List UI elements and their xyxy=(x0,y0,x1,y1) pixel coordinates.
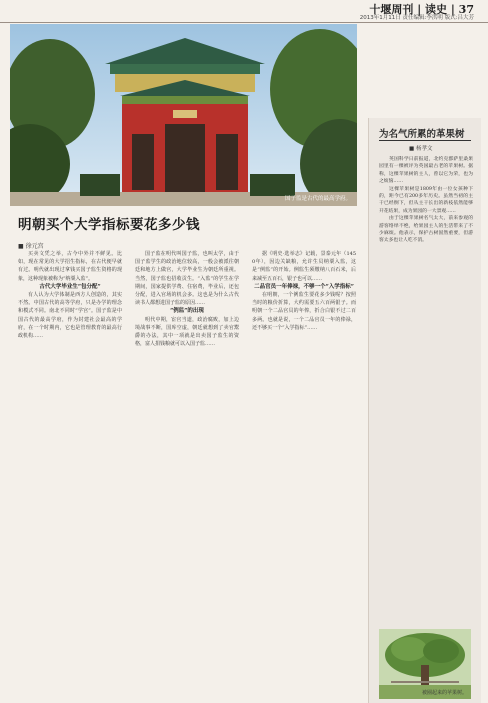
article-paragraph: 明代中期，宦官当道，政治腐败，加上边境战事不断，国库空虚，朝廷就想到了卖官鬻爵的办法，其中一项就是出卖国子监生的资格，富人捐钱粮就可以入国子监…… xyxy=(135,316,239,348)
article-paragraph: 在明朝，一个例监生要花多少钱呢？按照当时的粮价折算，大约需要五六百两银子。而明朝一个二品官员的年俸，折合白银不过二百多两。也就是说，一个二品官员一年的俸禄，还不够买一个“入学指标”…… xyxy=(252,292,356,331)
sidebar-paragraph: 由于这棵苹果树名气太大，前来参观的游客络绎不绝，给果园主人的生活带来了不少麻烦。他表示，保护古树固然重要，但游客太多也让人吃不消。 xyxy=(379,216,473,244)
sidebar-byline: ■ 杨孝文 xyxy=(409,146,433,152)
article-column-1 xyxy=(18,250,122,690)
article-headline: 明朝买个大学指标要花多少钱 xyxy=(18,217,200,233)
page-header xyxy=(0,0,488,23)
sidebar-body xyxy=(379,156,473,608)
masthead: 十堰周刊 | 读史 | 37 xyxy=(369,3,474,16)
article-paragraph: 有人认为大学体制是西方人创造的，其实不然。中国古代的高等学府，只是办学的理念和模式不同。南北不同时“学宫”。国子监是中国古代的最高学府，作为封建社会最高的学府，在一个时期内，它也是管理教育的最高行政机构…… xyxy=(18,292,122,340)
guozijian-gate-illustration xyxy=(10,24,357,206)
article-subhead: 二品官员一年俸禄，不够一个“入学指标” xyxy=(254,283,354,290)
article-paragraph: 买卖文凭之举，古今中外并不鲜见。比如，现在常见的大学招生指标，在古代便早就有过。明代就出现过拿钱买国子监生资格的现象，这种现象被称为“纳粟入监”。 xyxy=(18,251,122,282)
sidebar-photo xyxy=(379,629,471,699)
sidebar-article xyxy=(368,118,481,703)
article-subhead: 古代大学毕业生“包分配” xyxy=(39,283,101,290)
article-subhead: “例监”的出现 xyxy=(170,308,204,315)
sidebar-photo-caption: 被圈起来的苹果树。 xyxy=(421,690,467,696)
sidebar-paragraph: 英国科学日前报道，北约克郡萨里桑果园里有一棵被评为英国最古老的苹果树。据称，这棵苹果树的主人，曾以它为荣，也为之烦恼…… xyxy=(379,157,473,185)
lead-photo xyxy=(10,24,357,206)
sidebar-paragraph: 这棵苹果树是1809年由一位女孩种下的，距今已有200多年历史。虽然当初的主干已经倒下，但从主干长出的新枝依然能够开花结果，成为果园的一大景观…… xyxy=(379,186,473,214)
sidebar-title: 为名气所累的革果树 xyxy=(379,129,465,140)
article-byline: ■ 徐元宫 xyxy=(18,243,44,250)
article-column-2 xyxy=(135,250,239,690)
article-column-3 xyxy=(252,250,356,690)
dateline: 2013年1月11日 责任编辑:李洪明 版式:吕大芳 xyxy=(359,15,474,21)
article-paragraph: 据《明史·选举志》记载，景泰元年（1450年），因边关缺粮，允许生员纳粟入监，这是“例监”的开始。例监生须缴纳八百石米，后来减至五百石，银子也可以…… xyxy=(252,251,356,282)
article-paragraph: 国子监在明代叫国子监，也叫太学，由于国子监学生的政治地位较高，一般会被派往朝廷和地方上做官，大学毕业生为朝廷所重视。当然，国子监也招收贡生。“入监”的学生在学期间，国家提供学费、住宿费，毕业后，还包分配，进入官场的机会多。这也是为什么古代读书人都想进国子监的原因…… xyxy=(135,251,239,307)
sidebar-divider xyxy=(379,140,471,141)
photo-caption: 国子监是古代的最高学府。 xyxy=(284,196,351,202)
